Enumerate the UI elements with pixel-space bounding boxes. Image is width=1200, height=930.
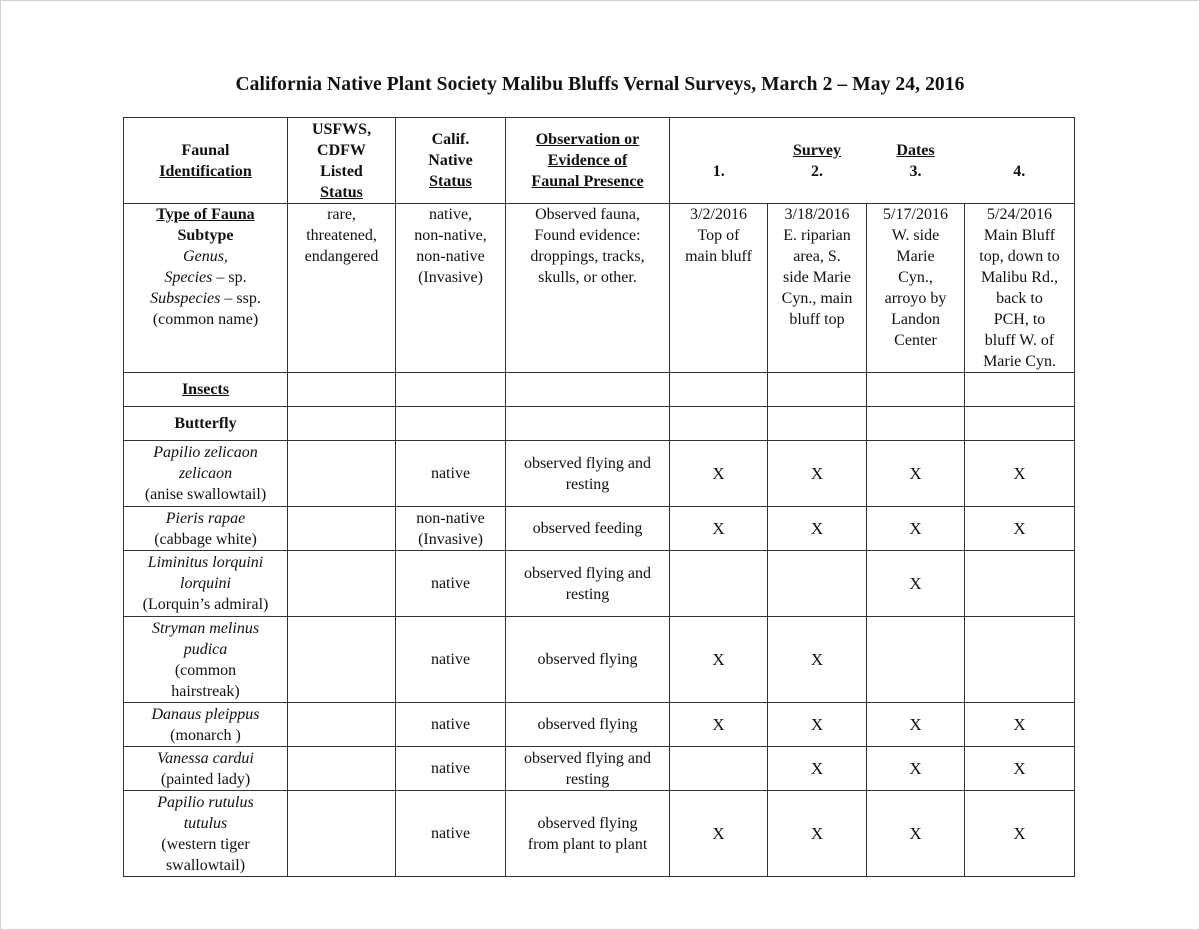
listed-status-cell <box>288 747 396 791</box>
survey-2-mark: X <box>768 703 867 747</box>
survey-2-mark <box>768 551 867 617</box>
native-status: native <box>430 716 471 733</box>
native-status-cell <box>396 703 506 747</box>
common-name: (western tiger <box>161 835 250 853</box>
common-name: (common <box>174 661 237 679</box>
species-name: Liminitus lorquini <box>147 554 264 571</box>
native-status-cell <box>396 507 506 551</box>
table-row <box>124 747 1075 791</box>
native-status: native <box>430 825 471 842</box>
table-row <box>124 507 1075 551</box>
species-cell <box>124 791 288 877</box>
listed-status-cell <box>288 551 396 617</box>
common-name: (Lorquin’s admiral) <box>142 596 269 613</box>
native-status-cell <box>396 791 506 877</box>
header-survey-4: 4. <box>965 118 1075 204</box>
common-name: swallowtail) <box>165 856 246 874</box>
subheader-type-of-fauna: Type of Fauna Subtype Genus, Species – sp. Subspecies – ssp. (common name) <box>124 204 288 373</box>
native-status-cell <box>396 617 506 703</box>
common-name: (painted lady) <box>160 770 251 788</box>
section-row-butterfly <box>124 407 1075 441</box>
observation-text: resting <box>565 585 610 603</box>
header-listed-status: USFWS, CDFW Listed Status <box>288 118 396 204</box>
survey-4-mark: X <box>965 441 1075 507</box>
species-name: Stryman melinus <box>151 619 260 637</box>
species-name: Vanessa cardui <box>157 749 254 767</box>
survey-1-mark: X <box>670 791 768 877</box>
species-name: pudica <box>183 640 228 658</box>
table-row <box>124 441 1075 507</box>
species-cell <box>124 617 288 703</box>
common-name: hairstreak) <box>171 682 240 700</box>
subheader-date-1: 3/2/2016 Top of main bluff <box>670 204 768 373</box>
observation-cell <box>506 703 670 747</box>
subheader-date-2: 3/18/2016 E. riparian area, S. side Marie Cyn., main bluff top <box>768 204 867 373</box>
subheader-date-3: 5/17/2016 W. side Marie Cyn., arroyo by Landon Center <box>867 204 965 373</box>
native-status: native <box>430 760 471 777</box>
species-name: Papilio zelicaon <box>153 444 258 461</box>
survey-3-mark: X <box>867 551 965 617</box>
subheader-calif: native, non-native, non-native (Invasive) <box>396 204 506 373</box>
table-row <box>124 617 1075 703</box>
observation-cell <box>506 747 670 791</box>
survey-4-mark: X <box>965 747 1075 791</box>
survey-4-mark <box>965 617 1075 703</box>
native-status: non-native <box>416 509 485 527</box>
header-survey-1: 1. <box>670 118 768 204</box>
listed-status-cell <box>288 791 396 877</box>
listed-status-cell <box>288 617 396 703</box>
observation-cell <box>506 791 670 877</box>
survey-3-mark: X <box>867 791 965 877</box>
observation-text: observed flying <box>537 814 638 832</box>
species-cell <box>124 703 288 747</box>
observation-cell <box>506 507 670 551</box>
table-row <box>124 551 1075 617</box>
observation-text: observed flying and <box>523 454 652 472</box>
header-calif-native-status: Calif. Native Status <box>396 118 506 204</box>
subheader-date-4: 5/24/2016 Main Bluff top, down to Malibu Rd., back to PCH, to bluff W. of Marie Cyn. <box>965 204 1075 373</box>
common-name: (anise swallowtail) <box>144 486 267 503</box>
survey-2-mark: X <box>768 617 867 703</box>
species-cell <box>124 441 288 507</box>
survey-1-mark <box>670 551 768 617</box>
observation-cell <box>506 617 670 703</box>
observation-text: observed feeding <box>532 520 643 537</box>
survey-4-mark: X <box>965 703 1075 747</box>
survey-1-mark: X <box>670 441 768 507</box>
survey-table <box>123 117 1075 877</box>
header-faunal-identification: Faunal Identification <box>124 118 288 204</box>
native-status-cell <box>396 747 506 791</box>
survey-3-mark: X <box>867 747 965 791</box>
section-row-insects <box>124 373 1075 407</box>
observation-text: observed flying and <box>523 564 652 582</box>
survey-1-mark: X <box>670 617 768 703</box>
observation-cell <box>506 441 670 507</box>
survey-2-mark: X <box>768 791 867 877</box>
survey-4-mark <box>965 551 1075 617</box>
survey-2-mark: X <box>768 747 867 791</box>
header-row <box>124 118 1075 204</box>
survey-2-mark: X <box>768 507 867 551</box>
survey-1-mark: X <box>670 507 768 551</box>
species-cell <box>124 551 288 617</box>
survey-3-mark: X <box>867 441 965 507</box>
survey-1-mark <box>670 747 768 791</box>
header-survey-3: Dates 3. <box>867 118 965 204</box>
subheader-row <box>124 204 1075 373</box>
survey-3-mark <box>867 617 965 703</box>
survey-1-mark: X <box>670 703 768 747</box>
survey-3-mark: X <box>867 507 965 551</box>
table-row <box>124 703 1075 747</box>
species-name: Pieris rapae <box>165 509 246 527</box>
subheader-observation: Observed fauna, Found evidence: droppings, tracks, skulls, or other. <box>506 204 670 373</box>
native-status-cell <box>396 441 506 507</box>
survey-4-mark: X <box>965 507 1075 551</box>
header-survey-2: Survey 2. <box>768 118 867 204</box>
native-status: native <box>430 575 471 592</box>
native-status-cell <box>396 551 506 617</box>
native-status: (Invasive) <box>418 530 483 548</box>
observation-text: from plant to plant <box>527 835 648 853</box>
survey-4-mark: X <box>965 791 1075 877</box>
native-status: native <box>430 465 471 482</box>
species-cell <box>124 747 288 791</box>
observation-text: resting <box>565 475 610 493</box>
species-name: lorquini <box>180 575 231 592</box>
observation-text: observed flying <box>537 716 638 733</box>
observation-cell <box>506 551 670 617</box>
section-label-insects: Insects <box>124 373 288 407</box>
observation-text: observed flying and <box>523 749 652 767</box>
listed-status-cell <box>288 703 396 747</box>
common-name: (monarch ) <box>170 726 241 744</box>
page-title: California Native Plant Society Malibu Bluffs Vernal Surveys, March 2 – May 24, 2016 <box>235 74 965 95</box>
species-name: Danaus pleippus <box>151 705 260 723</box>
header-observation: Observation or Evidence of Faunal Presence <box>506 118 670 204</box>
native-status: native <box>430 651 471 668</box>
section-label-butterfly: Butterfly <box>124 407 288 441</box>
species-name: zelicaon <box>178 465 233 482</box>
observation-text: resting <box>565 770 610 788</box>
species-name: tutulus <box>183 814 228 832</box>
species-name: Papilio rutulus <box>157 793 254 811</box>
survey-2-mark: X <box>768 441 867 507</box>
table-row <box>124 791 1075 877</box>
listed-status-cell <box>288 507 396 551</box>
common-name: (cabbage white) <box>154 530 257 548</box>
observation-text: observed flying <box>537 651 638 668</box>
survey-3-mark: X <box>867 703 965 747</box>
listed-status-cell <box>288 441 396 507</box>
species-cell <box>124 507 288 551</box>
subheader-listed: rare, threatened, endangered <box>288 204 396 373</box>
